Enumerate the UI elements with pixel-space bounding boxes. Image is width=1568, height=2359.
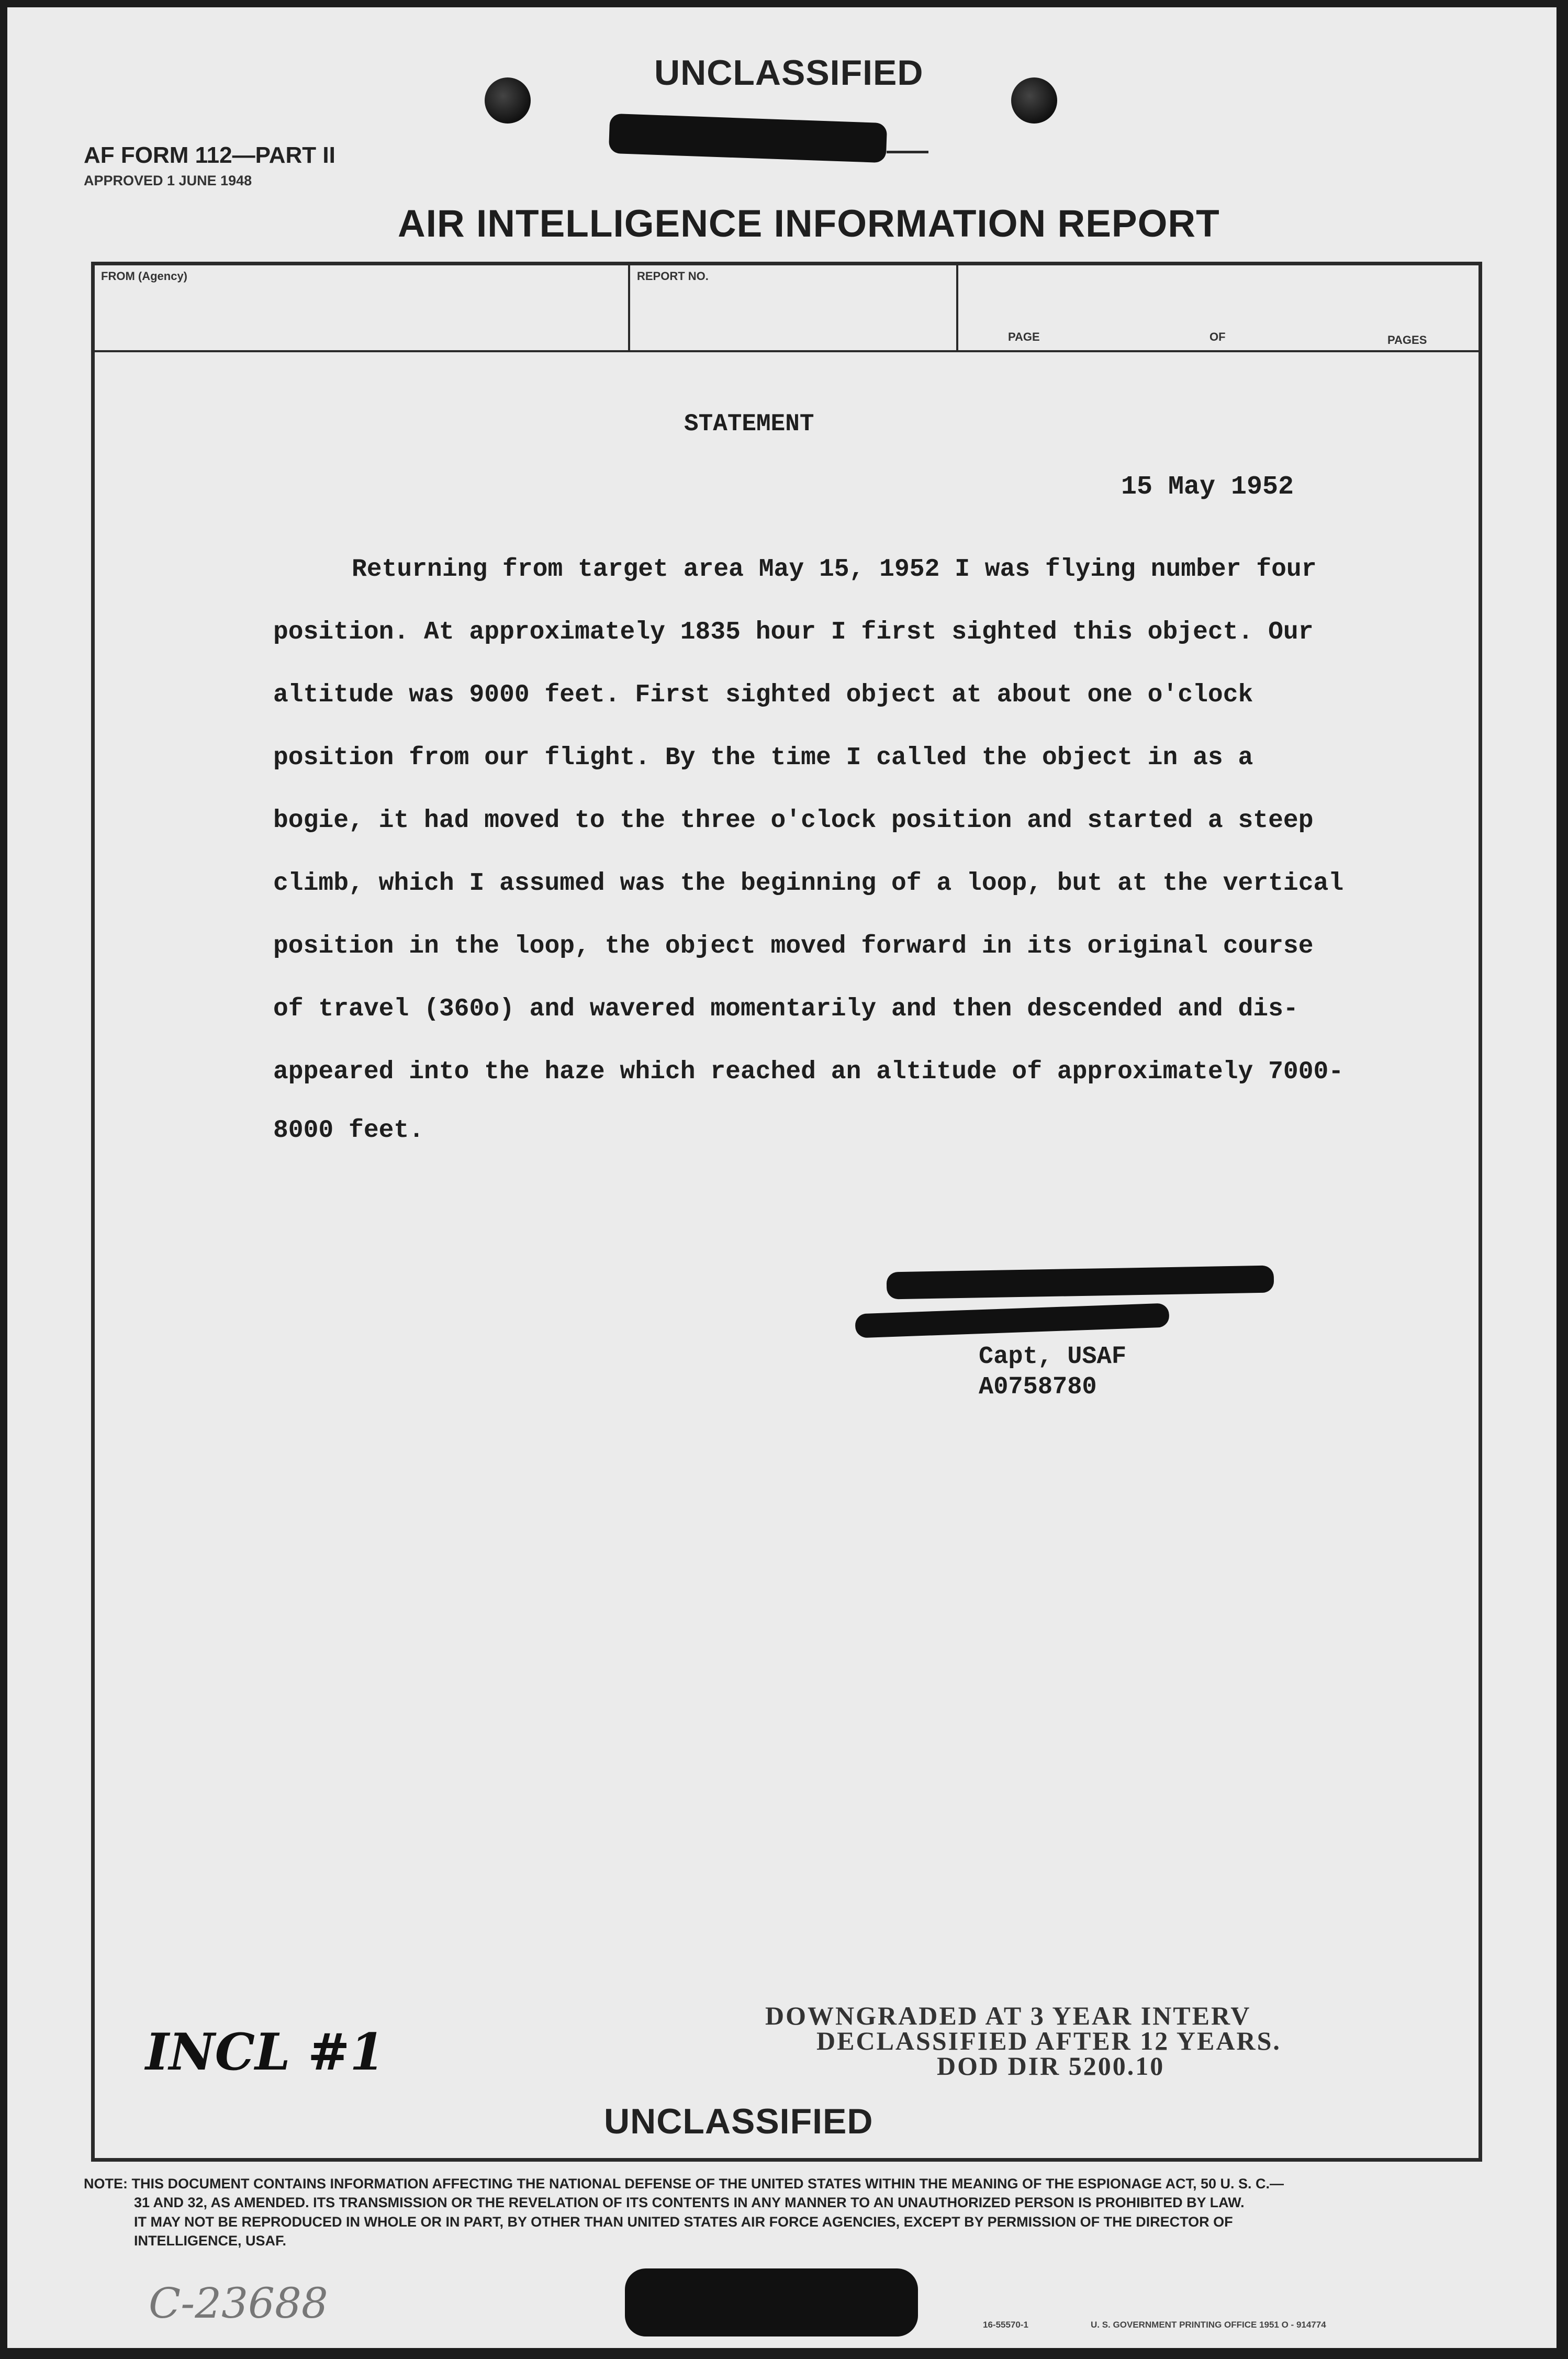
security-note-line-3: IT MAY NOT BE REPRODUCED IN WHOLE OR IN PART, BY OTHER THAN UNITED STATES AIR FORCE AGENCIES, EXCEPT BY PERMISSION OF THE DIRECTOR OF (134, 2213, 1233, 2230)
form-approved-date: APPROVED 1 JUNE 1948 (84, 173, 252, 188)
classification-top: UNCLASSIFIED (654, 53, 924, 93)
statement-date: 15 May 1952 (1121, 472, 1294, 502)
downgrade-stamp-line-1: DOWNGRADED AT 3 YEAR INTERV (765, 2001, 1251, 2030)
statement-line-9: appeared into the haze which reached an altitude of approximately 7000- (273, 1058, 1344, 1086)
security-note (84, 2174, 1284, 2251)
pages-label: PAGES (1387, 333, 1427, 346)
file-number: C-23688 (149, 2279, 328, 2328)
downgrade-stamp-line-3: DOD DIR 5200.10 (937, 2051, 1165, 2081)
signature-serial: A0758780 (979, 1373, 1097, 1401)
binder-hole-left (485, 77, 531, 124)
statement-line-7: position in the loop, the object moved forward in its original course (273, 932, 1314, 960)
statement-line-6: climb, which I assumed was the beginning of a loop, but at the vertical (273, 869, 1344, 898)
form-id: AF FORM 112—PART II (84, 142, 335, 168)
gpo-reference: U. S. GOVERNMENT PRINTING OFFICE 1951 O - 914774 (1091, 2320, 1326, 2330)
security-note-line-4: INTELLIGENCE, USAF. (134, 2233, 287, 2249)
redaction-bottom (625, 2268, 918, 2336)
header-divider-1 (628, 265, 630, 350)
statement-line-5: bogie, it had moved to the three o'clock position and started a steep (273, 807, 1314, 835)
redaction-tail-line (887, 151, 928, 153)
report-no-label: REPORT NO. (637, 270, 709, 283)
of-label: OF (1209, 330, 1226, 343)
statement-line-2: position. At approximately 1835 hour I first sighted this object. Our (273, 618, 1314, 646)
statement-line-4: position from our flight. By the time I called the object in as a (273, 744, 1253, 772)
statement-line-3: altitude was 9000 feet. First sighted object at about one o'clock (273, 681, 1253, 709)
form-print-code: 16-55570-1 (983, 2320, 1028, 2330)
redaction-top (609, 114, 887, 163)
classification-bottom: UNCLASSIFIED (604, 2101, 873, 2141)
header-divider-2 (956, 265, 958, 350)
enclosure-mark: INCL #1 (145, 2022, 385, 2082)
from-agency-label: FROM (Agency) (101, 270, 187, 283)
binder-hole-right (1011, 77, 1057, 124)
header-bottom-line (95, 350, 1479, 352)
statement-line-10: 8000 feet. (273, 1116, 424, 1145)
security-note-line-1: NOTE: THIS DOCUMENT CONTAINS INFORMATION AFFECTING THE NATIONAL DEFENSE OF THE UNITED STATES WITHIN THE MEANING OF THE ESPIONAGE ACT, 50 U. S. C.— (84, 2176, 1284, 2192)
report-frame (91, 262, 1482, 2162)
document-page (7, 7, 1556, 2348)
report-title: AIR INTELLIGENCE INFORMATION REPORT (398, 203, 1220, 245)
statement-title: STATEMENT (684, 410, 814, 438)
signature-rank: Capt, USAF (979, 1343, 1127, 1371)
downgrade-stamp-line-2: DECLASSIFIED AFTER 12 YEARS. (816, 2026, 1281, 2055)
statement-line-8: of travel (360o) and wavered momentarily and then descended and dis- (273, 995, 1298, 1023)
security-note-line-2: 31 AND 32, AS AMENDED. ITS TRANSMISSION OR THE REVELATION OF ITS CONTENTS IN ANY MANNER TO AN UNAUTHORIZED PERSON IS PROHIBITED BY LAW. (134, 2195, 1245, 2211)
statement-line-1: Returning from target area May 15, 1952 I was flying number four (352, 555, 1317, 584)
page-label: PAGE (1008, 330, 1040, 343)
